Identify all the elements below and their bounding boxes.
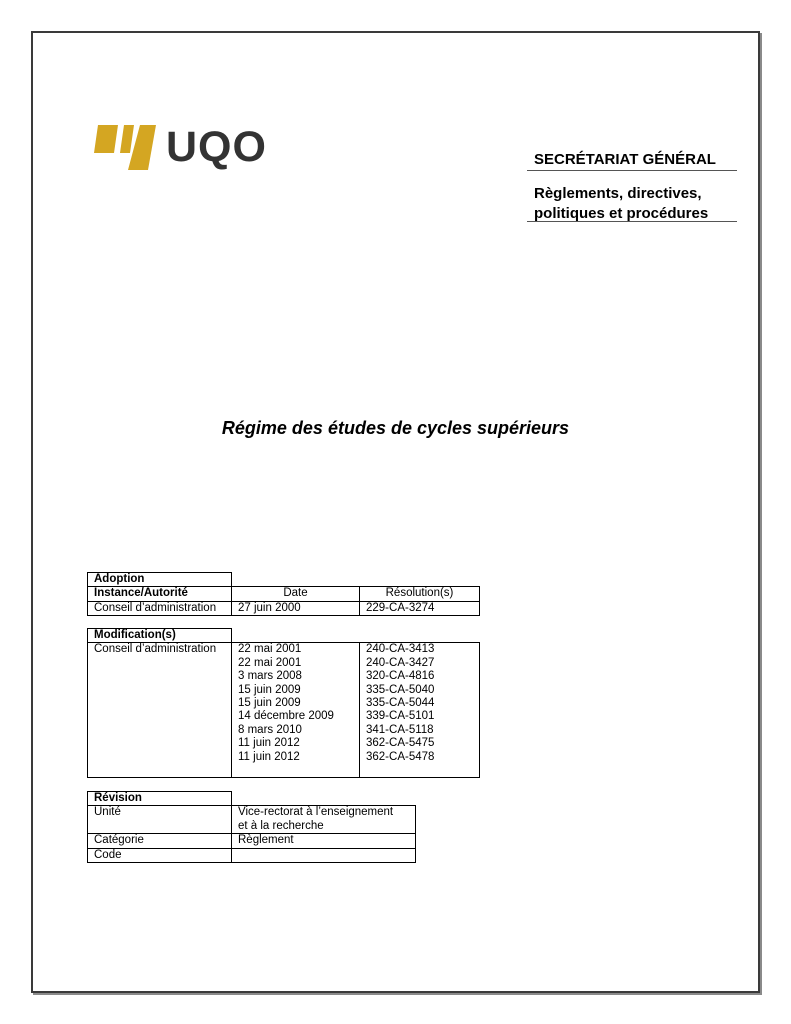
modification-date: 22 mai 2001 — [238, 656, 302, 669]
unit-label: Unité — [88, 806, 232, 834]
modifications-instance: Conseil d’administration — [88, 643, 232, 778]
table-row — [88, 848, 416, 862]
table-row — [88, 834, 416, 848]
document-title: Régime des études de cycles supérieurs — [221, 418, 570, 438]
document-category-heading — [534, 184, 736, 224]
revision-table — [87, 791, 416, 863]
adoption-date: 27 juin 2000 — [232, 601, 360, 615]
modifications-heading: Modification(s) — [88, 629, 232, 643]
table-row — [88, 806, 416, 834]
department-heading: SECRÉTARIAT GÉNÉRAL — [534, 151, 716, 168]
modification-resolution: 362-CA-5478 — [366, 750, 435, 763]
modification-resolution: 335-CA-5040 — [366, 683, 435, 696]
modification-date: 8 mars 2010 — [238, 723, 302, 736]
modification-date: 3 mars 2008 — [238, 670, 302, 683]
table-row — [88, 601, 480, 615]
adoption-table — [87, 572, 480, 616]
modification-resolution: 240-CA-3413 — [366, 643, 435, 656]
unit-value-line-2: et à la recherche — [238, 819, 324, 832]
modification-resolution: 335-CA-5044 — [366, 697, 435, 710]
subtitle-line-1: Règlements, directives, — [534, 185, 702, 202]
subtitle-underline — [527, 221, 737, 222]
code-value — [232, 848, 416, 862]
modification-resolution: 320-CA-4816 — [366, 670, 435, 683]
unit-value-line-1: Vice-rectorat à l’enseignement — [238, 806, 394, 819]
adoption-heading: Adoption — [88, 573, 232, 587]
modification-resolution: 339-CA-5101 — [366, 710, 435, 723]
department-underline — [527, 170, 737, 171]
adoption-instance: Conseil d’administration — [88, 601, 232, 615]
modification-date: 15 juin 2009 — [238, 697, 301, 710]
category-value: Règlement — [232, 834, 416, 848]
category-label: Catégorie — [88, 834, 232, 848]
code-label: Code — [88, 848, 232, 862]
modification-dates — [232, 643, 360, 778]
adoption-resolution: 229-CA-3274 — [360, 601, 480, 615]
modification-resolution: 240-CA-3427 — [366, 656, 435, 669]
modification-resolutions — [360, 643, 480, 778]
modification-date: 22 mai 2001 — [238, 643, 302, 656]
resolution-column-header: Résolution(s) — [360, 587, 480, 601]
table-row — [88, 643, 480, 778]
modification-date: 11 juin 2012 — [238, 737, 300, 750]
date-column-header: Date — [232, 587, 360, 601]
modification-date: 15 juin 2009 — [238, 683, 301, 696]
modification-date: 11 juin 2012 — [238, 750, 300, 763]
modifications-table — [87, 628, 480, 778]
modification-date: 14 décembre 2009 — [238, 710, 334, 723]
instance-column-header: Instance/Autorité — [88, 587, 232, 601]
subtitle-line-2: politiques et procédures — [534, 205, 709, 222]
modification-resolution: 341-CA-5118 — [366, 723, 434, 736]
unit-value — [232, 806, 416, 834]
revision-heading: Révision — [88, 792, 232, 806]
uqo-logo-text: UQO — [166, 123, 267, 171]
modification-resolution: 362-CA-5475 — [366, 737, 435, 750]
